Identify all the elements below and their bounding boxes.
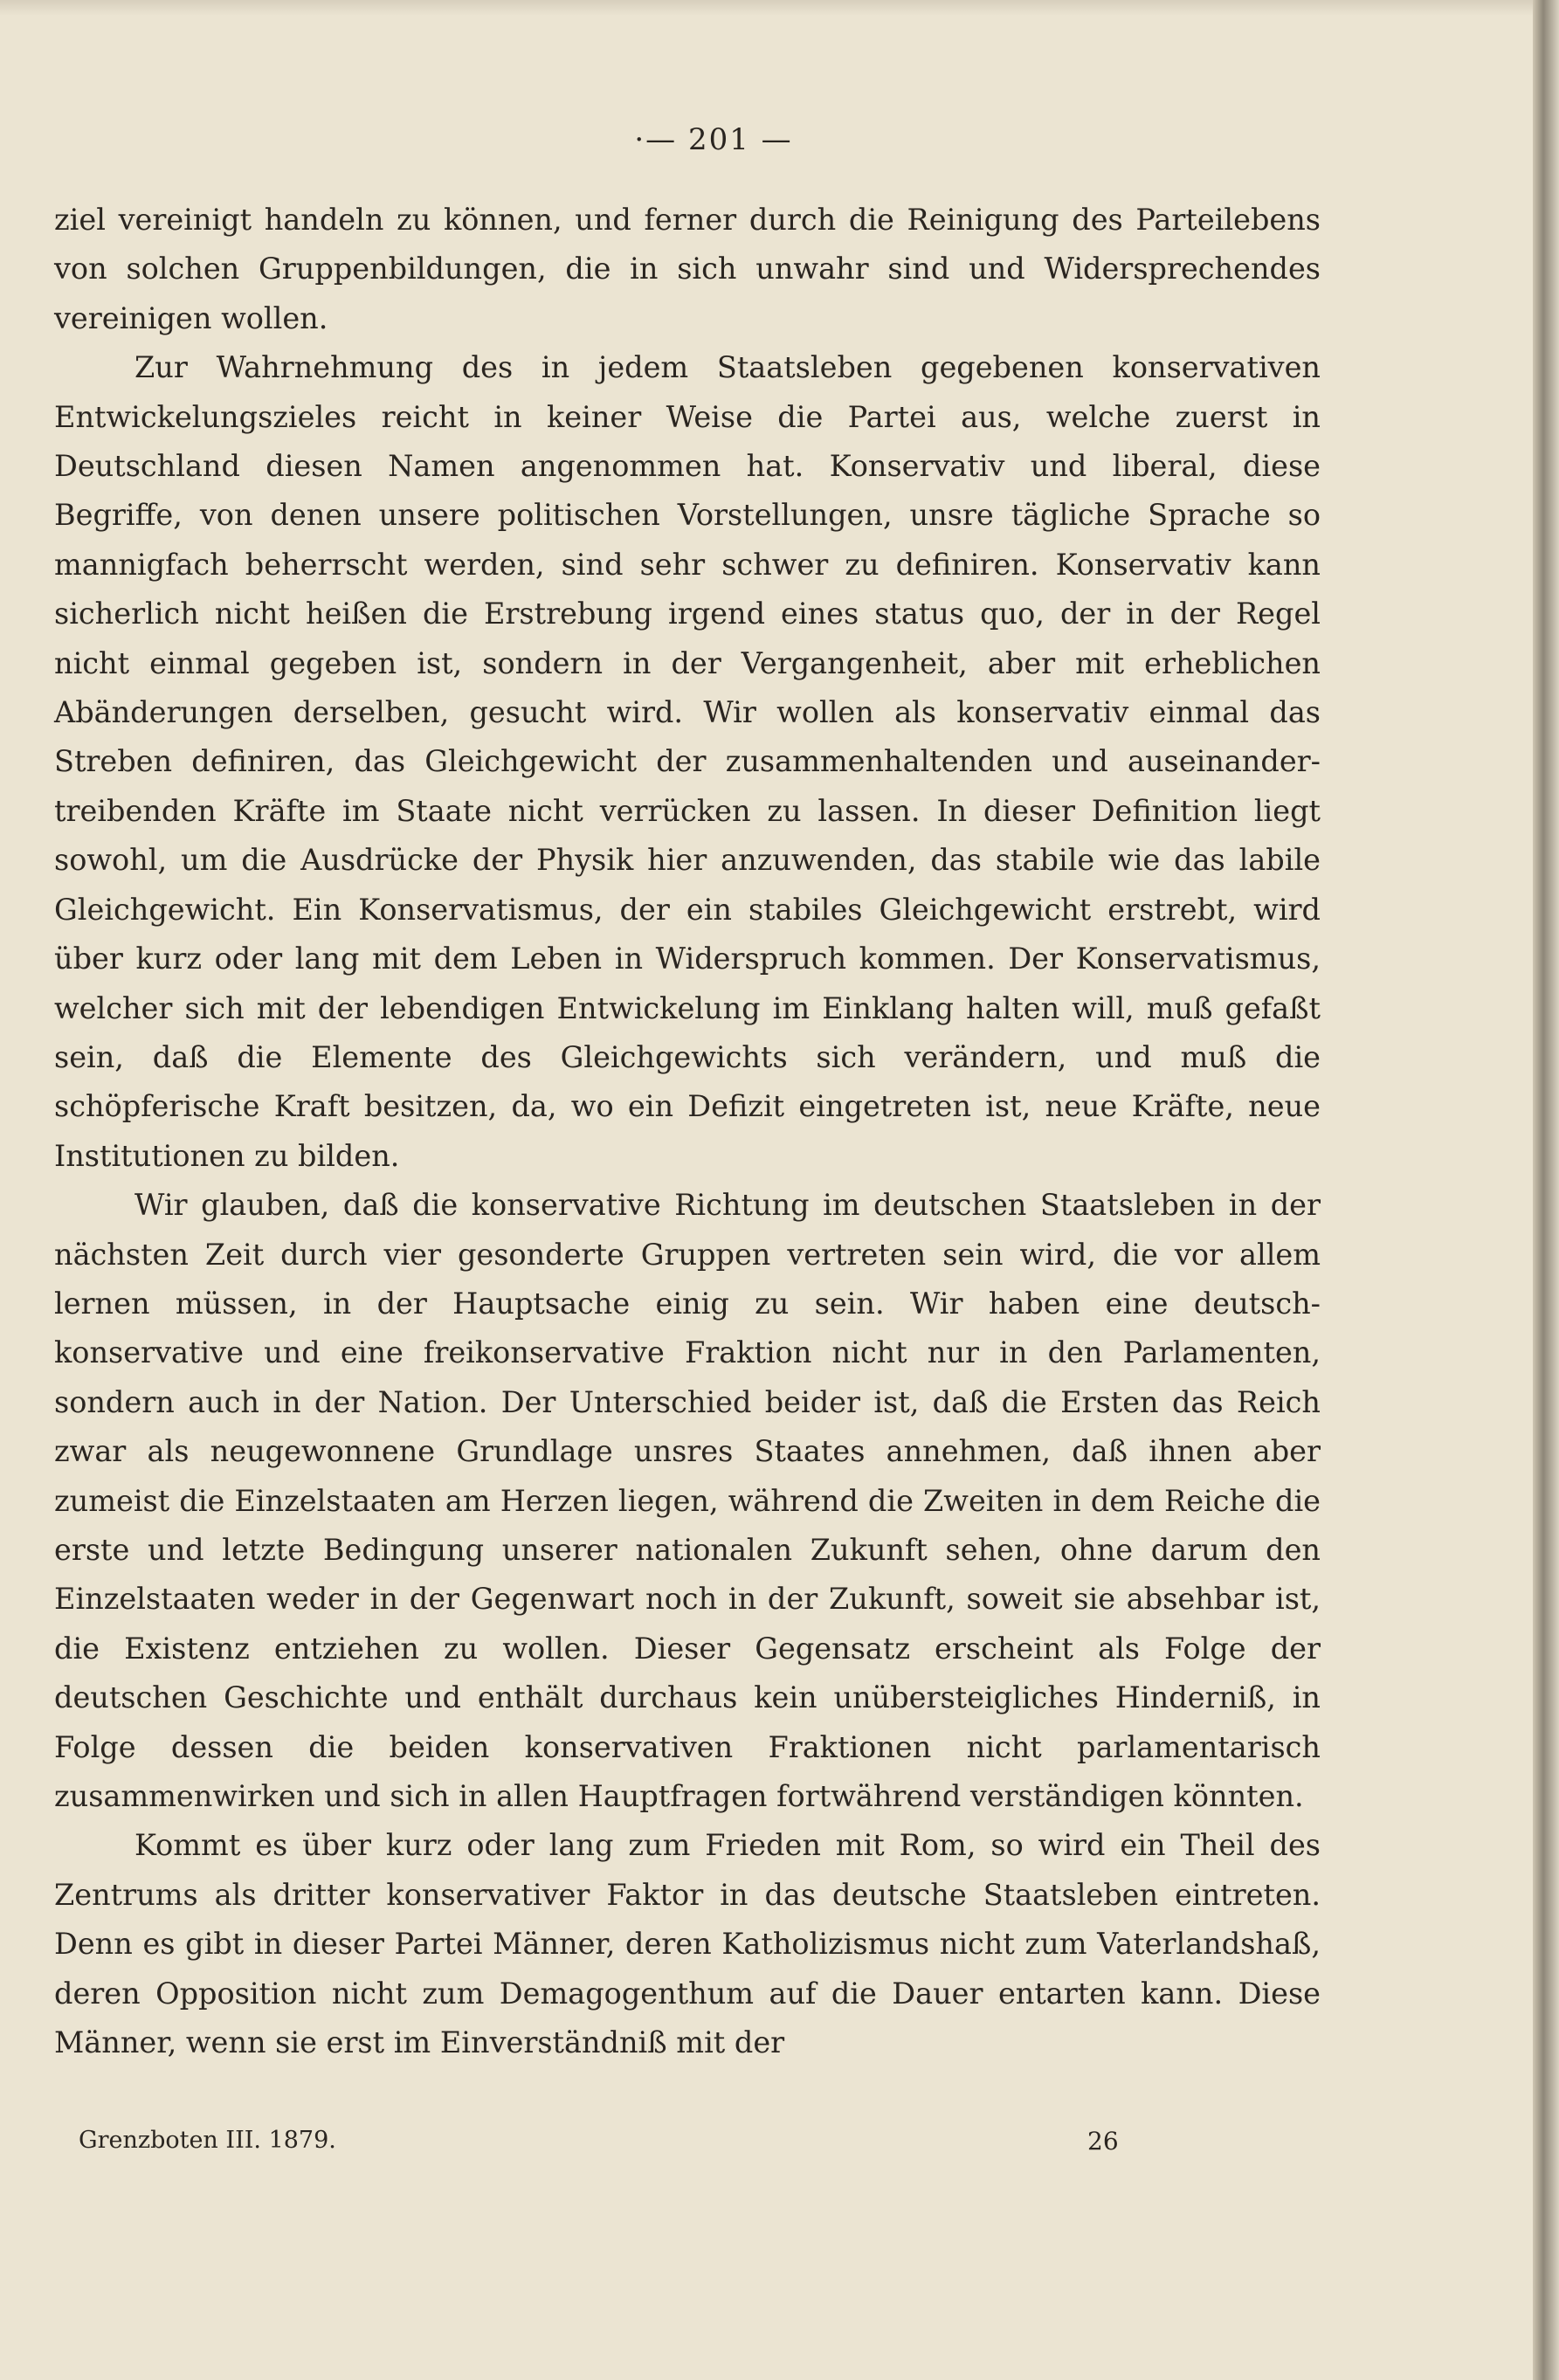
page-number: ·— 201 — bbox=[634, 122, 793, 157]
page-content bbox=[54, 122, 1321, 2067]
page-right-edge bbox=[1533, 0, 1559, 2380]
paragraph-1: ziel vereinigt handeln zu können, und ferner durch die Reinigung des Parteilebens von solchen Gruppenbildungen, die in sich unwahr sind und Widersprechendes vereinigen wollen. bbox=[54, 203, 1321, 335]
footer-source: Grenzboten III. 1879. bbox=[79, 2127, 336, 2154]
footer-signature: 26 bbox=[1087, 2127, 1119, 2156]
paragraph-3: Wir glauben, daß die konservative Richtung im deutschen Staatsleben in der nächsten Zeit durch vier gesonderte Gruppen vertreten sein wird, die vor allem lernen müssen, in der Hauptsache einig zu sein. Wir haben eine deutschkonservative und eine freikonservative Fraktion nicht nur in den Parlamenten, sondern auch in der Nation. Der Unterschied beider ist, daß die Ersten das Reich zwar als neugewonnene Grundlage unsres Staates annehmen, daß ihnen aber zumeist die Einzelstaaten am Herzen liegen, während die Zweiten in dem Reiche die erste und letzte Bedingung unserer nationalen Zukunft sehen, ohne darum den Einzelstaaten weder in der Gegenwart noch in der Zukunft, soweit sie absehbar ist, die Existenz entziehen zu wollen. Dieser Gegensatz erscheint als Folge der deutschen Geschichte und enthält durchaus kein unübersteigliches Hinderniß, in Folge dessen die beiden konservativen Fraktionen nicht parlamentarisch zusammenwirken und sich in allen Hauptfragen fortwährend verständigen könnten. bbox=[54, 1188, 1321, 1813]
page-top-edge bbox=[0, 0, 1559, 16]
paragraph-4: Kommt es über kurz oder lang zum Frieden mit Rom, so wird ein Theil des Zentrums als dritter konservativer Faktor in das deutsche Staatsleben eintreten. Denn es gibt in dieser Partei Männer, deren Katholizismus nicht zum Vaterlandshaß, deren Opposition nicht zum Demagogenthum auf die Dauer entarten kann. Diese Männer, wenn sie erst im Einverständniß mit der bbox=[54, 1828, 1321, 2060]
page-footer bbox=[79, 2127, 1170, 2154]
paragraph-2: Zur Wahrnehmung des in jedem Staatsleben gegebenen konservativen Entwickelungszieles reicht in keiner Weise die Partei aus, welche zuerst in Deutschland diesen Namen angenommen hat. Konservativ und liberal, diese Begriffe, von denen unsere politischen Vorstellungen, unsre tägliche Sprache so mannigfach beherrscht werden, sind sehr schwer zu definiren. Konservativ kann sicherlich nicht heißen die Erstrebung irgend eines status quo, der in der Regel nicht einmal gegeben ist, sondern in der Vergangenheit, aber mit erheblichen Abänderungen derselben, gesucht wird. Wir wollen als konservativ einmal das Streben definiren, das Gleichgewicht der zusammenhaltenden und auseinandertreibenden Kräfte im Staate nicht verrücken zu lassen. In dieser Definition liegt sowohl, um die Ausdrücke der Physik hier anzuwenden, das stabile wie das labile Gleichgewicht. Ein Konservatismus, der ein stabiles Gleichgewicht erstrebt, wird über kurz oder lang mit dem Leben in Widerspruch kommen. Der Konservatismus, welcher sich mit der lebendigen Entwickelung im Einklang halten will, muß gefaßt sein, daß die Elemente des Gleichgewichts sich verändern, und muß die schöpferische Kraft besitzen, da, wo ein Defizit eingetreten ist, neue Kräfte, neue Institutionen zu bilden. bbox=[54, 350, 1321, 1173]
